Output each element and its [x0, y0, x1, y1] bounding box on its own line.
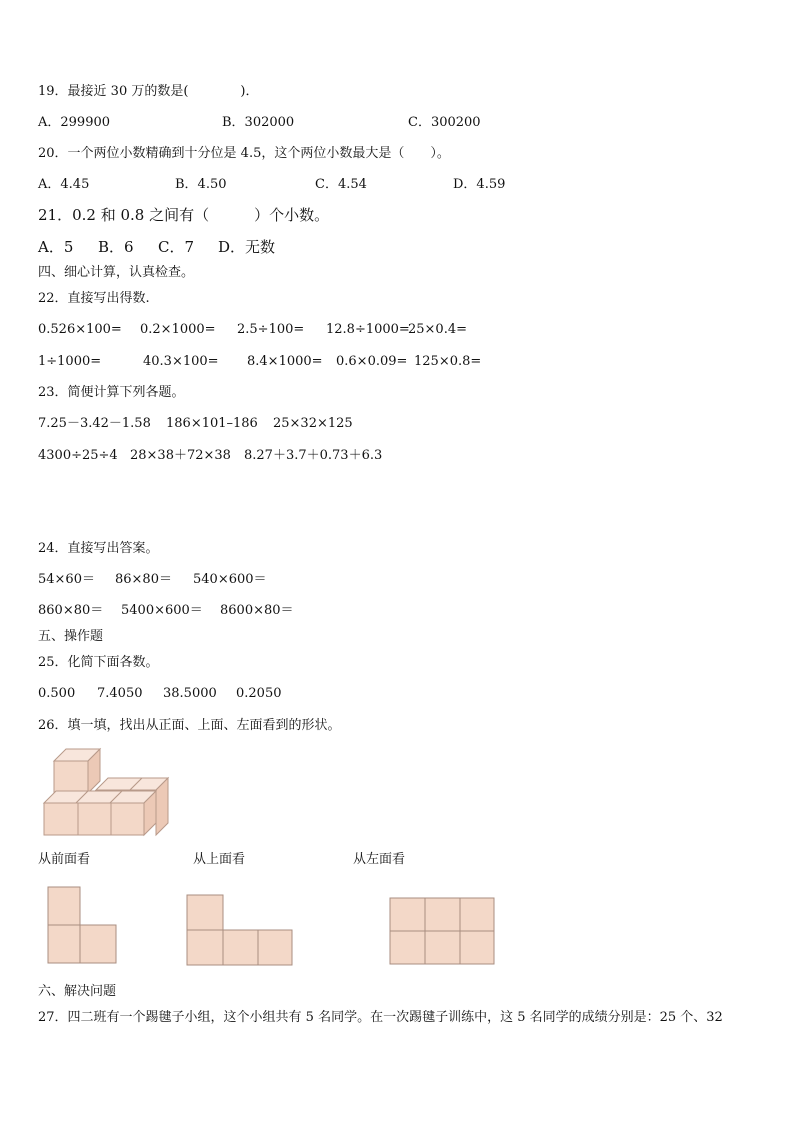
calc-item: 25×0.4= [408, 322, 468, 337]
calc-item: 0.526×100= [38, 322, 122, 337]
question-25: 25．化简下面各数。 [38, 655, 159, 670]
calc-item: 5400×600＝ [121, 603, 203, 618]
calc-item: 4300÷25÷4 [38, 448, 118, 463]
question-19-options [38, 115, 758, 131]
number-item: 0.2050 [236, 686, 282, 701]
option-a: A．5 [38, 238, 74, 256]
section-4-title: 四、细心计算，认真检查。 [38, 265, 195, 280]
view-label-front: 从前面看 [38, 852, 91, 867]
question-20-options [38, 177, 758, 193]
question-23: 23．简便计算下列各题。 [38, 385, 185, 400]
option-c: C．4.54 [315, 177, 367, 192]
question-24: 24．直接写出答案。 [38, 541, 159, 556]
question-27: 27．四二班有一个踢毽子小组，这个小组共有 5 名同学。在一次踢毽子训练中，这 5 名同学的成绩分别是：25 个、32 [38, 1010, 723, 1025]
number-item: 7.4050 [97, 686, 143, 701]
question-22-row-2 [38, 354, 758, 370]
option-b: B．6 [98, 238, 134, 256]
calc-item: 2.5÷100= [237, 322, 305, 337]
section-5-title: 五、操作题 [38, 629, 104, 644]
question-22: 22．直接写出得数. [38, 291, 150, 306]
question-19: 19．最接近 30 万的数是( )． [38, 84, 259, 99]
calc-item: 25×32×125 [273, 416, 353, 431]
section-6-title: 六、解决问题 [38, 984, 117, 999]
calc-item: 8600×80＝ [220, 603, 294, 618]
option-a: A．299900 [38, 115, 111, 130]
calc-item: 40.3×100= [143, 354, 219, 369]
calc-item: 8.4×1000= [247, 354, 323, 369]
calc-item: 186×101–186 [166, 416, 258, 431]
cube-arrangement-figure [40, 745, 175, 840]
calc-item: 1÷1000= [38, 354, 102, 369]
number-item: 0.500 [38, 686, 76, 701]
view-label-left: 从左面看 [353, 852, 406, 867]
option-c: C．300200 [408, 115, 481, 130]
question-21-options [38, 239, 758, 257]
question-26: 26．填一填，找出从正面、上面、左面看到的形状。 [38, 718, 341, 733]
option-c: C．7 [158, 238, 195, 256]
option-d: D．4.59 [453, 177, 506, 192]
option-a: A．4.45 [38, 177, 90, 192]
calc-item: 0.6×0.09= [336, 354, 408, 369]
calc-item: 540×600＝ [193, 572, 267, 587]
option-b: B．302000 [222, 115, 295, 130]
calc-item: 0.2×1000= [140, 322, 216, 337]
number-item: 38.5000 [163, 686, 217, 701]
calc-item: 86×80＝ [115, 572, 172, 587]
calc-item: 7.25－3.42－1.58 [38, 416, 151, 431]
left-view-shape [388, 896, 498, 967]
question-23-row-1 [38, 416, 758, 432]
calc-item: 125×0.8= [414, 354, 482, 369]
calc-item: 8.27＋3.7＋0.73＋6.3 [244, 448, 383, 463]
option-b: B．4.50 [175, 177, 227, 192]
calc-item: 860×80＝ [38, 603, 104, 618]
option-d: D．无数 [218, 238, 276, 256]
calc-item: 12.8÷1000= [326, 322, 410, 337]
question-24-row-2 [38, 603, 758, 619]
question-22-row-1 [38, 322, 758, 338]
question-20: 20．一个两位小数精确到十分位是 4.5，这个两位小数最大是（ ）。 [38, 146, 450, 161]
front-view-shape [46, 885, 120, 965]
question-24-row-1 [38, 572, 758, 588]
view-label-top: 从上面看 [193, 852, 246, 867]
calc-item: 28×38＋72×38 [130, 448, 231, 463]
question-21: 21．0.2 和 0.8 之间有（ ）个小数。 [38, 206, 330, 224]
top-view-shape [185, 893, 295, 967]
calc-item: 54×60＝ [38, 572, 95, 587]
question-25-row-1 [38, 686, 758, 702]
question-23-row-2 [38, 448, 758, 464]
